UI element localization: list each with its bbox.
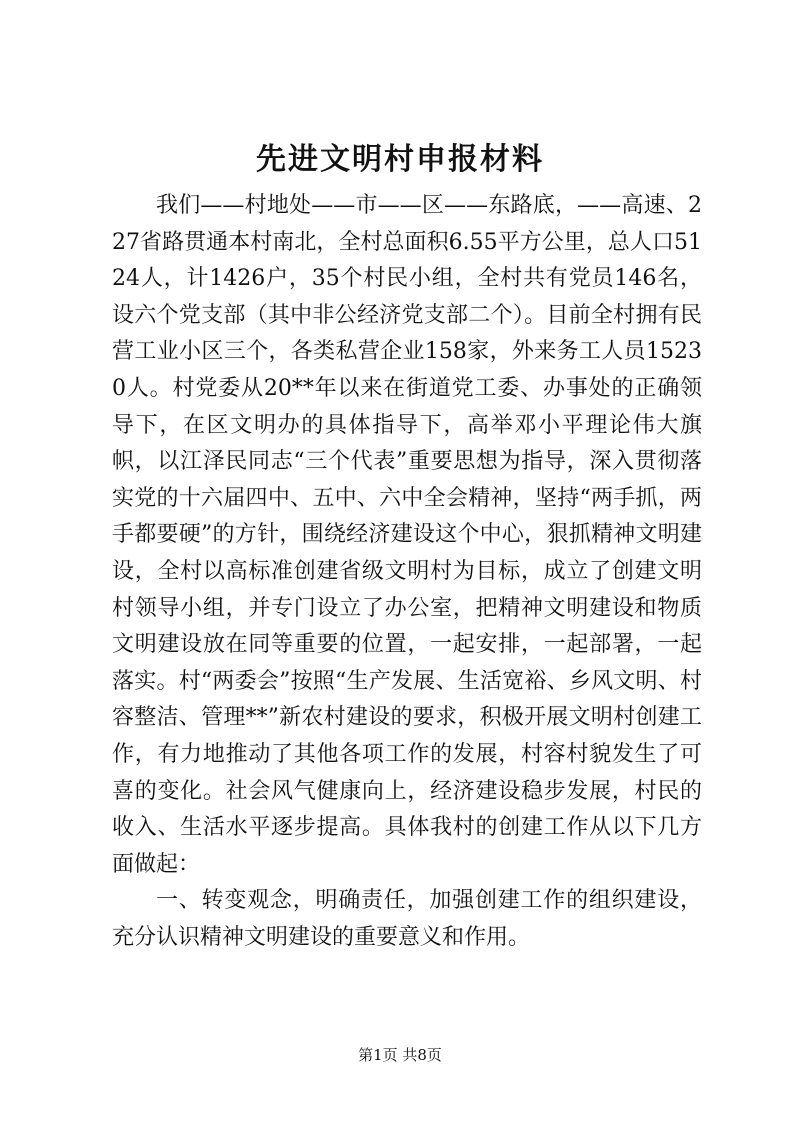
- body-text: [112, 188, 702, 956]
- paragraph-section-one: 一、转变观念，明确责任，加强创建工作的组织建设，充分认识精神文明建设的重要意义和作用。: [112, 888, 702, 950]
- paragraph-intro: 我们——村地处——市——区——东路底，——高速、227省路贯通本村南北，全村总面积6.55平方公里，总人口5124人，计1426户，35个村民小组，全村共有党员146名，设六个党支部（其中非公经济党支部二个）。目前全村拥有民营工业小区三个，各类私营企业158家，外来务工人员15230人。村党委从20**年以来在街道党工委、办事处的正确领导下，在区文明办的具体指导下，高举邓小平理论伟大旗帜，以江泽民同志“三个代表”重要思想为指导，深入贯彻落实党的十六届四中、五中、六中全会精神，坚持“两手抓，两手都要硬”的方针，围绕经济建设这个中心，狠抓精神文明建设，全村以高标准创建省级文明村为目标，成立了创建文明村领导小组，并专门设立了办公室，把精神文明建设和物质文明建设放在同等重要的位置，一起安排，一起部署，一起落实。村“两委会”按照“生产发展、生活宽裕、乡风文明、村容整洁、管理**”新农村建设的要求，积极开展文明村创建工作，有力地推动了其他各项工作的发展，村容村貌发生了可喜的变化。社会风气健康向上，经济建设稳步发展，村民的收入、生活水平逐步提高。具体我村的创建工作从以下几方面做起：: [112, 193, 702, 877]
- page-footer: 第1页 共8页: [358, 1046, 442, 1064]
- page-title: 先进文明村申报材料: [256, 142, 544, 177]
